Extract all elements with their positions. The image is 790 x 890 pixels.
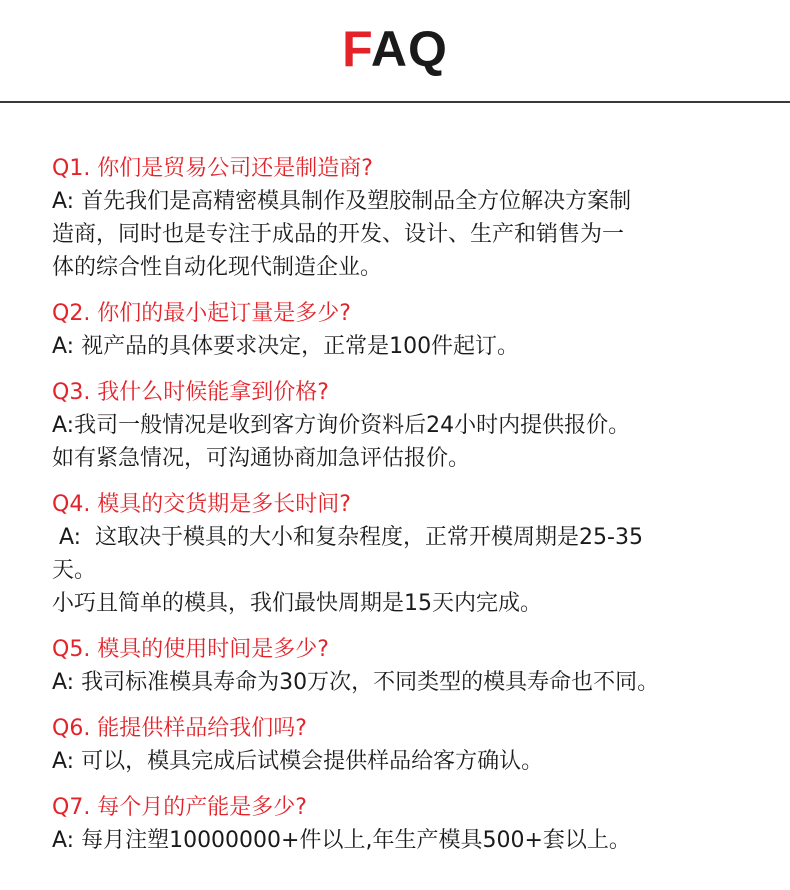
- faq-question: Q4. 模具的交货期是多长时间?: [52, 492, 351, 517]
- faq-item-6: [52, 713, 742, 778]
- faq-item-4: [52, 489, 742, 620]
- page-title: [0, 18, 790, 80]
- faq-question: Q2. 你们的最小起订量是多少?: [52, 301, 351, 326]
- faq-answer-line: 如有紧急情况，可沟通协商加急评估报价。: [52, 446, 471, 471]
- faq-item-5: [52, 634, 742, 699]
- faq-answer-line: 天。: [52, 558, 97, 583]
- faq-question: Q6. 能提供样品给我们吗?: [52, 716, 307, 741]
- header-divider: [0, 101, 790, 103]
- title-rest: AQ: [370, 21, 448, 77]
- faq-answer-line: 造商，同时也是专注于成品的开发、设计、生产和销售为一: [52, 222, 625, 247]
- faq-item-1: [52, 153, 742, 284]
- faq-answer-line: A: 每月注塑10000000+件以上,年生产模具500+套以上。: [52, 828, 631, 853]
- faq-answer-line: A: 这取决于模具的大小和复杂程度，正常开模周期是25-35: [52, 525, 643, 550]
- title-initial: F: [342, 21, 371, 77]
- faq-item-2: [52, 298, 742, 363]
- faq-item-7: [52, 792, 742, 857]
- faq-answer-line: A:我司一般情况是收到客方询价资料后24小时内提供报价。: [52, 413, 631, 438]
- faq-question: Q1. 你们是贸易公司还是制造商?: [52, 156, 373, 181]
- faq-question: Q5. 模具的使用时间是多少?: [52, 637, 329, 662]
- faq-answer-line: A: 视产品的具体要求决定，正常是100件起订。: [52, 334, 520, 359]
- faq-answer-line: A: 我司标准模具寿命为30万次，不同类型的模具寿命也不同。: [52, 670, 660, 695]
- faq-item-3: [52, 377, 742, 475]
- faq-answer-line: 小巧且简单的模具，我们最快周期是15天内完成。: [52, 591, 542, 616]
- faq-answer-line: A: 可以，模具完成后试模会提供样品给客方确认。: [52, 749, 544, 774]
- faq-answer-line: A: 首先我们是高精密模具制作及塑胶制品全方位解决方案制: [52, 189, 632, 214]
- faq-question: Q3. 我什么时候能拿到价格?: [52, 380, 329, 405]
- faq-list: [52, 153, 742, 871]
- faq-answer-line: 体的综合性自动化现代制造企业。: [52, 255, 383, 280]
- faq-question: Q7. 每个月的产能是多少?: [52, 795, 307, 820]
